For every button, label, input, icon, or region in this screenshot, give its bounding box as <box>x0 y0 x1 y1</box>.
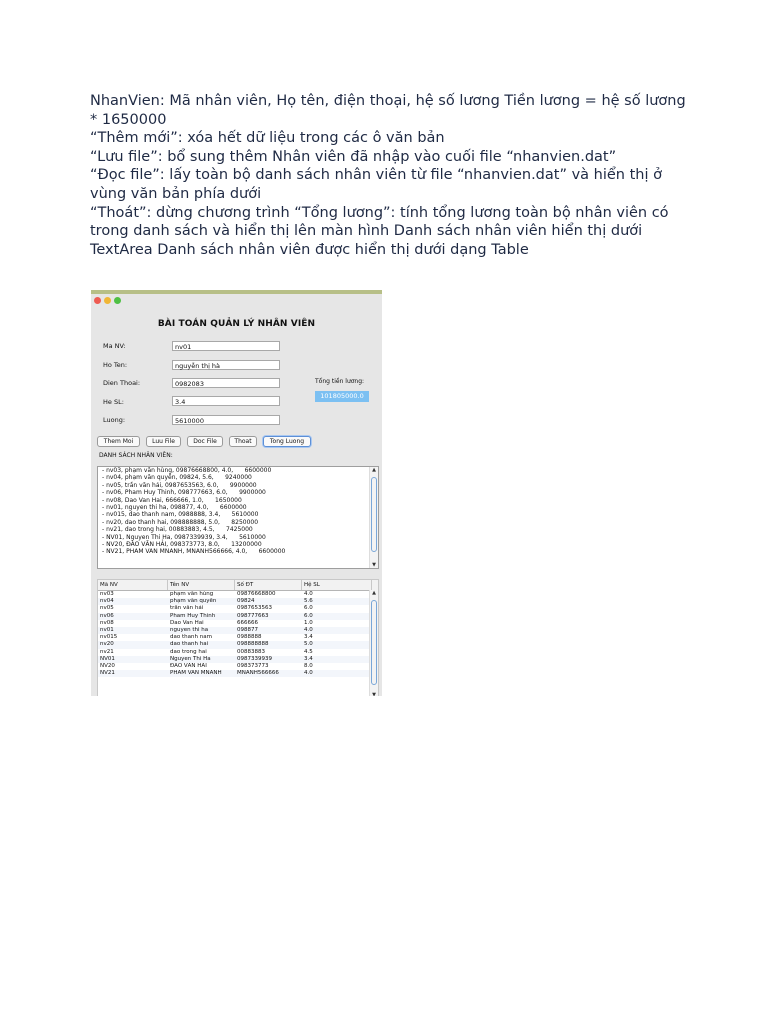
doc-paragraph: “Thoát”: dừng chương trình “Tổng lương”: tính tổng lương toàn bộ nhân viên có trong danh sách và hiển thị lên màn hình Danh sách nhân viên hiển thị dưới TextArea Danh sách nhân viên được hiển thị dưới dạng Table <box>90 204 669 258</box>
cell-ten-nv: ĐÀO VĂN HẢI <box>170 662 207 669</box>
textarea-line: - nv01, nguyen thi ha, 098877, 4.0, 6600000 <box>102 503 247 511</box>
cell-ten-nv: phạm văn hùng <box>170 591 214 597</box>
cell-ma-nv: nv21 <box>100 648 114 655</box>
total-salary-value[interactable]: 101805000.0 <box>315 391 369 402</box>
cell-ma-nv: NV01 <box>100 655 115 662</box>
table-row[interactable] <box>98 605 378 612</box>
cell-ma-nv: nv01 <box>100 626 114 633</box>
scrollbar-thumb[interactable] <box>371 600 377 685</box>
maximize-window-icon[interactable] <box>114 297 121 304</box>
cell-ma-nv: nv08 <box>100 619 114 626</box>
textarea-line: - nv03, phạm văn hùng, 09876668800, 4.0, 6600000 <box>102 467 272 474</box>
cell-so-dt: 0987339939 <box>237 655 272 662</box>
luong-input[interactable]: 5610000 <box>172 415 280 425</box>
cell-he-sl: 5.6 <box>304 598 313 605</box>
cell-so-dt: 09824 <box>237 598 255 605</box>
column-header[interactable]: Hệ SL <box>302 580 372 590</box>
cell-he-sl: 5.0 <box>304 641 313 648</box>
textarea-line: - nv04, phạm văn quyền, 09824, 5.6, 9240000 <box>102 474 252 482</box>
cell-ten-nv: Dao Van Hai <box>170 619 204 626</box>
cell-so-dt: 098777663 <box>237 612 269 619</box>
window-titlebar <box>91 294 382 308</box>
ho-ten-input[interactable]: nguyễn thị hà <box>172 360 280 370</box>
cell-he-sl: 3.4 <box>304 634 313 641</box>
he-sl-label: He SL: <box>103 398 124 406</box>
textarea-line: - NV01, Nguyen Thi Ha, 0987339939, 3.4, 5610000 <box>102 533 266 541</box>
app-title: BÀI TOÁN QUẢN LÝ NHÂN VIÊN <box>157 319 316 329</box>
cell-ma-nv: nv06 <box>100 612 114 619</box>
dien-thoai-label: Dien Thoai: <box>103 379 141 387</box>
cell-ten-nv: phạm văn quyền <box>170 598 217 605</box>
ma-nv-label: Ma NV: <box>103 342 126 350</box>
textarea-line: - nv21, dao trong hai, 00883883, 4.5, 7425000 <box>102 526 253 534</box>
textarea-line: - nv015, dao thanh nam, 0988888, 3.4, 5610000 <box>102 511 259 519</box>
cell-he-sl: 4.5 <box>304 648 313 655</box>
column-header[interactable]: Mã NV <box>98 580 168 590</box>
cell-so-dt: MNANH566666 <box>237 670 279 677</box>
minimize-window-icon[interactable] <box>104 297 111 304</box>
textarea-line: - NV21, PHAM VAN MNANH, MNANH566666, 4.0, 6600000 <box>102 548 286 556</box>
table-scrollbar[interactable] <box>369 590 378 696</box>
table-row[interactable] <box>98 649 378 656</box>
employee-table <box>97 579 379 696</box>
table-row[interactable] <box>98 613 378 620</box>
doc-paragraph: “Thêm mới”: xóa hết dữ liệu trong các ô văn bản <box>90 130 445 147</box>
textarea-line: - nv05, trần văn hải, 0987653563, 6.0, 9900000 <box>102 481 257 489</box>
scroll-down-icon[interactable]: ▼ <box>372 692 376 696</box>
table-row[interactable] <box>98 656 378 663</box>
textarea-scrollbar[interactable] <box>369 467 378 568</box>
luong-label: Luong: <box>103 416 126 424</box>
cell-so-dt: 0987653563 <box>237 605 272 612</box>
textarea-line: - nv20, dao thanh hai, 098888888, 5.0, 8250000 <box>102 518 259 526</box>
ma-nv-input[interactable]: nv01 <box>172 341 280 351</box>
cell-he-sl: 8.0 <box>304 662 313 669</box>
textarea-line: - nv08, Dao Van Hai, 666666, 1.0, 1650000 <box>102 496 242 504</box>
doc-paragraph: “Lưu file”: bổ sung thêm Nhân viên đã nhập vào cuối file “nhanvien.dat” <box>90 148 617 165</box>
cell-ten-nv: dao trong hai <box>170 648 207 655</box>
cell-ten-nv: dao thanh nam <box>170 634 212 641</box>
table-row[interactable] <box>98 641 378 648</box>
table-row[interactable] <box>98 663 378 670</box>
scroll-up-icon[interactable]: ▲ <box>372 467 376 473</box>
cell-ten-nv: trần văn hải <box>170 605 204 612</box>
cell-so-dt: 098373773 <box>237 662 269 669</box>
cell-so-dt: 098888888 <box>237 641 269 648</box>
table-body <box>98 591 378 677</box>
cell-he-sl: 4.0 <box>304 670 313 677</box>
tong-luong-button[interactable]: Tong Luong <box>263 436 311 447</box>
cell-ma-nv: nv03 <box>100 591 114 597</box>
cell-he-sl: 1.0 <box>304 619 313 626</box>
cell-he-sl: 6.0 <box>304 612 313 619</box>
cell-ten-nv: Pham Huy Thinh <box>170 612 216 619</box>
cell-ma-nv: nv015 <box>100 634 118 641</box>
doc-file-button[interactable]: Doc File <box>187 436 223 447</box>
cell-he-sl: 4.0 <box>304 626 313 633</box>
close-window-icon[interactable] <box>94 297 101 304</box>
table-row[interactable] <box>98 670 378 677</box>
document-text <box>90 92 690 259</box>
scrollbar-thumb[interactable] <box>371 477 377 552</box>
cell-ten-nv: Nguyen Thi Ha <box>170 655 211 662</box>
cell-he-sl: 3.4 <box>304 655 313 662</box>
table-row[interactable] <box>98 591 378 598</box>
cell-ten-nv: nguyen thi ha <box>170 626 209 633</box>
scroll-up-icon[interactable]: ▲ <box>372 590 376 596</box>
cell-ten-nv: dao thanh hai <box>170 641 209 648</box>
cell-so-dt: 098877 <box>237 626 258 633</box>
cell-he-sl: 6.0 <box>304 605 313 612</box>
table-row[interactable] <box>98 634 378 641</box>
total-salary-label: Tổng tiền lương: <box>315 378 365 385</box>
doc-paragraph: “Đọc file”: lấy toàn bộ danh sách nhân viên từ file “nhanvien.dat” và hiển thị ở vùng văn bản phía dưới <box>90 167 662 202</box>
employee-list-label: DANH SÁCH NHÂN VIÊN: <box>99 452 173 459</box>
table-row[interactable] <box>98 627 378 634</box>
thoat-button[interactable]: Thoat <box>229 436 257 447</box>
cell-so-dt: 0988888 <box>237 634 262 641</box>
app-screenshot-window <box>91 290 382 696</box>
cell-ma-nv: nv05 <box>100 605 114 612</box>
column-header[interactable]: Số ĐT <box>235 580 302 590</box>
column-header[interactable]: Tên NV <box>168 580 235 590</box>
cell-so-dt: 666666 <box>237 619 258 626</box>
textarea-line: - NV20, ĐÀO VĂN HẢI, 098373773, 8.0, 13200000 <box>102 540 262 548</box>
cell-ma-nv: NV21 <box>100 670 115 677</box>
cell-so-dt: 00883883 <box>237 648 265 655</box>
doc-paragraph: NhanVien: Mã nhân viên, Họ tên, điện thoại, hệ số lương Tiền lương = hệ số lương * 1650000 <box>90 93 686 128</box>
cell-ma-nv: nv20 <box>100 641 114 648</box>
textarea-line: - nv06, Pham Huy Thinh, 098777663, 6.0, 9900000 <box>102 489 266 497</box>
dien-thoai-input[interactable]: 0982083 <box>172 378 280 388</box>
he-sl-input[interactable]: 3.4 <box>172 396 280 406</box>
table-row[interactable] <box>98 598 378 605</box>
cell-he-sl: 4.0 <box>304 591 313 597</box>
luu-file-button[interactable]: Luu File <box>146 436 181 447</box>
cell-so-dt: 09876668800 <box>237 591 276 597</box>
table-header <box>98 580 378 591</box>
employee-textarea[interactable] <box>97 466 379 569</box>
ho-ten-label: Ho Ten: <box>103 361 128 369</box>
scroll-down-icon[interactable]: ▼ <box>372 562 376 568</box>
table-row[interactable] <box>98 620 378 627</box>
cell-ma-nv: nv04 <box>100 598 114 605</box>
cell-ten-nv: PHAM VAN MNANH <box>170 670 222 677</box>
cell-ma-nv: NV20 <box>100 662 115 669</box>
them-moi-button[interactable]: Them Moi <box>97 436 140 447</box>
